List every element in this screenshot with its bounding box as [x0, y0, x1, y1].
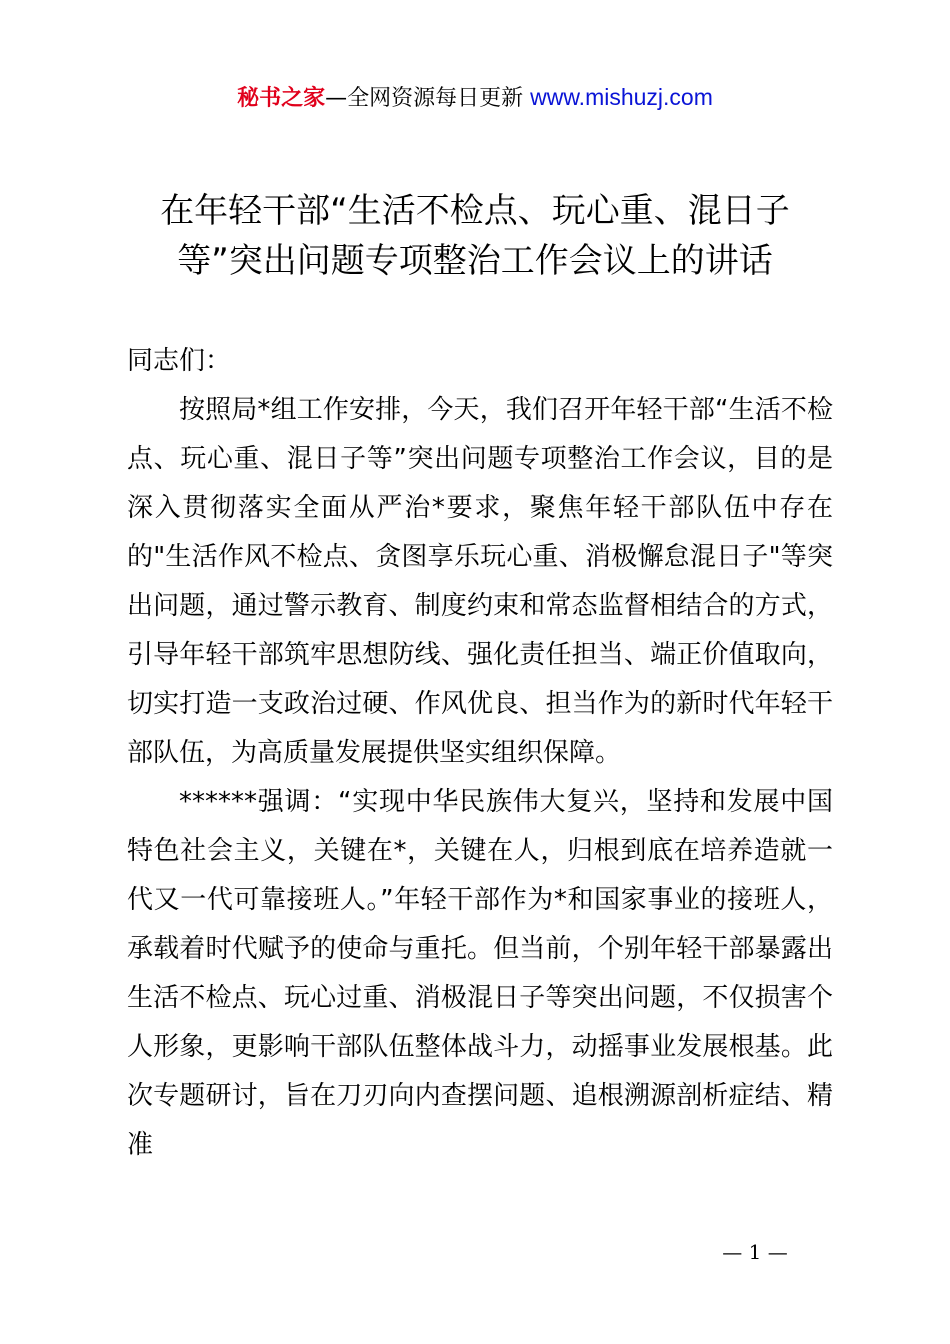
document-title: [100, 186, 850, 286]
document-body: [127, 337, 833, 1170]
page-number: — 1 —: [722, 1240, 788, 1264]
site-url[interactable]: www.mishuzj.com: [530, 84, 713, 110]
brand-name: 秘书之家: [237, 86, 326, 111]
title-line-1: 在年轻干部“生活不检点、玩心重、混日子: [160, 191, 790, 231]
salutation: 同志们：: [127, 346, 232, 376]
header-slogan: —全网资源每日更新: [325, 86, 531, 111]
paragraph-1: 按照局*组工作安排，今天，我们召开年轻干部“生活不检点、玩心重、混日子等”突出问题专项整治工作会议，目的是深入贯彻落实全面从严治*要求，聚焦年轻干部队伍中存在的"生活作风不检点、贪图享乐玩心重、消极懈怠混日子"等突出问题，通过警示教育、制度约束和常态监督相结合的方式，引导年轻干部筑牢思想防线、强化责任担当、端正价值取向，切实打造一支政治过硬、作风优良、担当作为的新时代年轻干部队伍，为高质量发展提供坚实组织保障。: [127, 395, 833, 768]
paragraph-2: ******强调：“实现中华民族伟大复兴，坚持和发展中国特色社会主义，关键在*，关键在人，归根到底在培养造就一代又一代可靠接班人。”年轻干部作为*和国家事业的接班人，承载着时代赋予的使命与重托。但当前，个别年轻干部暴露出生活不检点、玩心过重、消极混日子等突出问题，不仅损害个人形象，更影响干部队伍整体战斗力，动摇事业发展根基。此次专题研讨，旨在刀刃向内查摆问题、追根溯源剖析症结、精准: [127, 787, 833, 1160]
site-header: [0, 82, 950, 114]
title-line-2: 等”突出问题专项整治工作会议上的讲话: [177, 241, 773, 281]
